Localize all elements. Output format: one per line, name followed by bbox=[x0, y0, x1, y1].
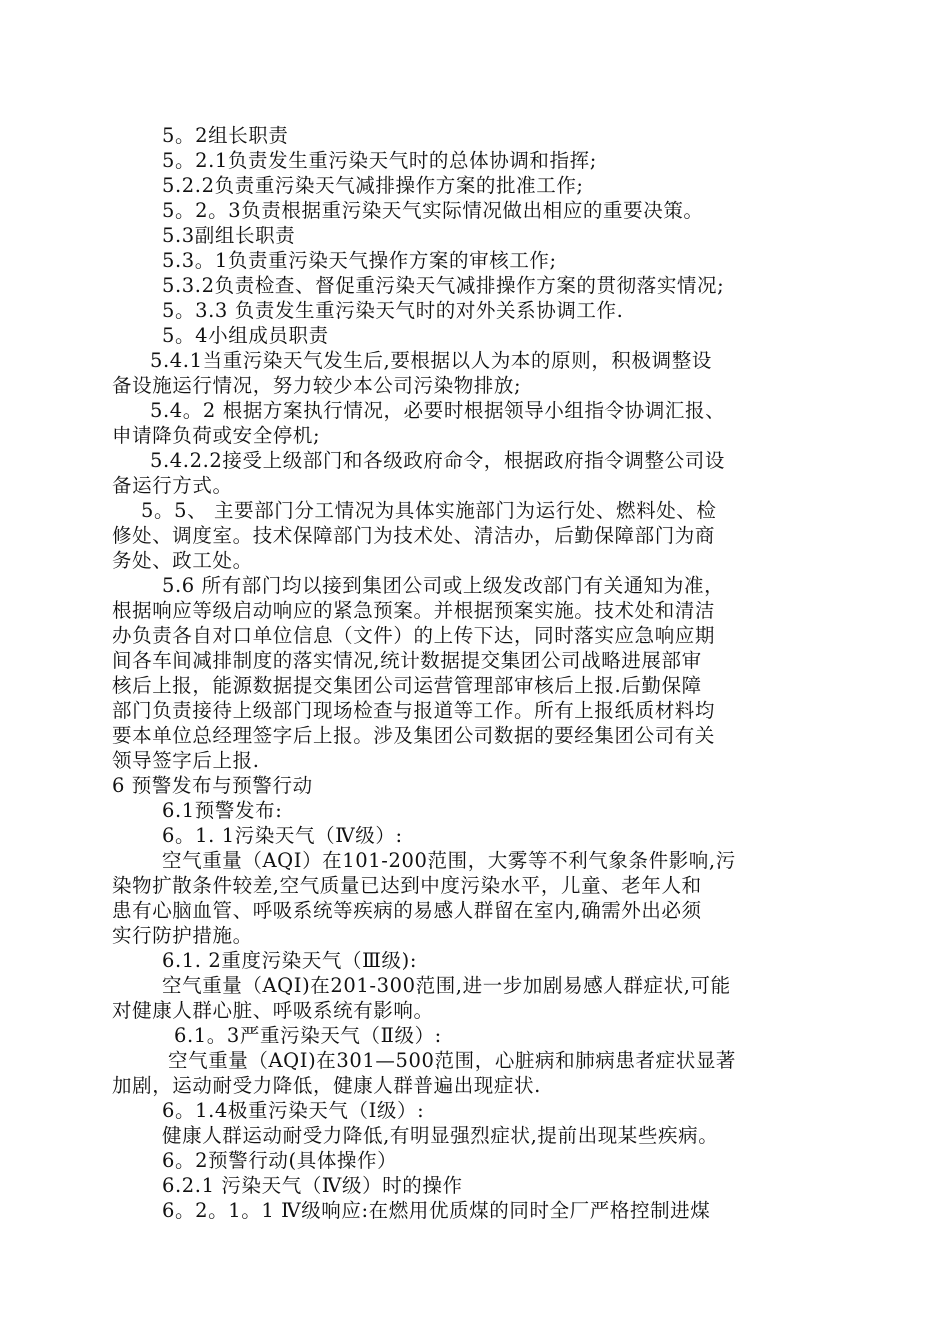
text-line: 务处、政工处。 bbox=[112, 549, 253, 572]
text-line: 备设施运行情况，努力较少本公司污染物排放; bbox=[112, 374, 522, 397]
text-line: 6。2预警行动(具体操作） bbox=[162, 1149, 398, 1172]
text-line: 办负责各自对口单位信息（文件）的上传下达，同时落实应急响应期 bbox=[112, 624, 716, 647]
text-line: 空气重量（AQI)在301—500范围，心脏病和肺病患者症状显著 bbox=[168, 1049, 737, 1072]
text-line: 5。2.1负责发生重污染天气时的总体协调和指挥; bbox=[162, 149, 597, 172]
text-line: 5。5、 主要部门分工情况为具体实施部门为运行处、燃料处、检 bbox=[141, 499, 717, 522]
text-line: 5.3。1负责重污染天气操作方案的审核工作; bbox=[162, 249, 557, 272]
text-line: 6。1.4极重污染天气（Ⅰ级）: bbox=[162, 1099, 425, 1122]
text-line: 5.2.2负责重污染天气减排操作方案的批准工作; bbox=[162, 174, 584, 197]
text-line: 6.1. 2重度污染天气（Ⅲ级): bbox=[162, 949, 417, 972]
text-line: 健康人群运动耐受力降低,有明显强烈症状,提前出现某些疾病。 bbox=[162, 1124, 719, 1147]
text-line: 6.1。3严重污染天气（Ⅱ级）: bbox=[174, 1024, 442, 1047]
text-line: 6.1预警发布: bbox=[162, 799, 283, 822]
section-heading: 6 预警发布与预警行动 bbox=[112, 774, 313, 797]
text-line: 领导签字后上报. bbox=[112, 749, 260, 772]
text-line: 实行防护措施。 bbox=[112, 924, 253, 947]
text-line: 患有心脑血管、呼吸系统等疾病的易感人群留在室内,确需外出必须 bbox=[112, 899, 702, 922]
text-line: 5.3副组长职责 bbox=[162, 224, 296, 247]
text-line: 核后上报，能源数据提交集团公司运营管理部审核后上报.后勤保障 bbox=[112, 674, 702, 697]
text-line: 5.6 所有部门均以接到集团公司或上级发改部门有关通知为准， bbox=[162, 574, 725, 597]
text-line: 加剧，运动耐受力降低，健康人群普遍出现症状. bbox=[112, 1074, 541, 1097]
text-line: 5.3.2负责检查、督促重污染天气减排操作方案的贯彻落实情况; bbox=[162, 274, 725, 297]
text-line: 6。1. 1污染天气（Ⅳ级）: bbox=[162, 824, 403, 847]
text-line: 5。3.3 负责发生重污染天气时的对外关系协调工作. bbox=[162, 299, 624, 322]
text-line: 5.4.1当重污染天气发生后,要根据以人为本的原则，积极调整设 bbox=[150, 349, 712, 372]
text-line: 5.4.2.2接受上级部门和各级政府命令，根据政府指令调整公司设 bbox=[150, 449, 725, 472]
text-line: 5。2组长职责 bbox=[162, 124, 289, 147]
text-line: 5。4小组成员职责 bbox=[162, 324, 329, 347]
text-line: 对健康人群心脏、呼吸系统有影响。 bbox=[112, 999, 434, 1022]
text-line: 备运行方式。 bbox=[112, 474, 233, 497]
text-line: 申请降负荷或安全停机; bbox=[112, 424, 321, 447]
text-line: 空气重量（AQI）在101-200范围，大雾等不利气象条件影响,污 bbox=[162, 849, 736, 872]
text-line: 5.4。2 根据方案执行情况，必要时根据领导小组指令协调汇报、 bbox=[150, 399, 726, 422]
text-line: 5。2。3负责根据重污染天气实际情况做出相应的重要决策。 bbox=[162, 199, 704, 222]
text-line: 6.2.1 污染天气（Ⅳ级）时的操作 bbox=[162, 1174, 463, 1197]
text-line: 6。2。1。1 Ⅳ级响应:在燃用优质煤的同时全厂严格控制进煤 bbox=[162, 1199, 711, 1222]
text-line: 要本单位总经理签字后上报。涉及集团公司数据的要经集团公司有关 bbox=[112, 724, 716, 747]
text-line: 空气重量（AQI)在201-300范围,进一步加剧易感人群症状,可能 bbox=[162, 974, 731, 997]
text-line: 修处、调度室。技术保障部门为技术处、清洁办，后勤保障部门为商 bbox=[112, 524, 716, 547]
text-line: 间各车间减排制度的落实情况,统计数据提交集团公司战略进展部审 bbox=[112, 649, 702, 672]
text-line: 染物扩散条件较差,空气质量已达到中度污染水平，儿童、老年人和 bbox=[112, 874, 702, 897]
text-line: 部门负责接待上级部门现场检查与报道等工作。所有上报纸质材料均 bbox=[112, 699, 716, 722]
text-line: 根据响应等级启动响应的紧急预案。并根据预案实施。技术处和清洁 bbox=[112, 599, 716, 622]
